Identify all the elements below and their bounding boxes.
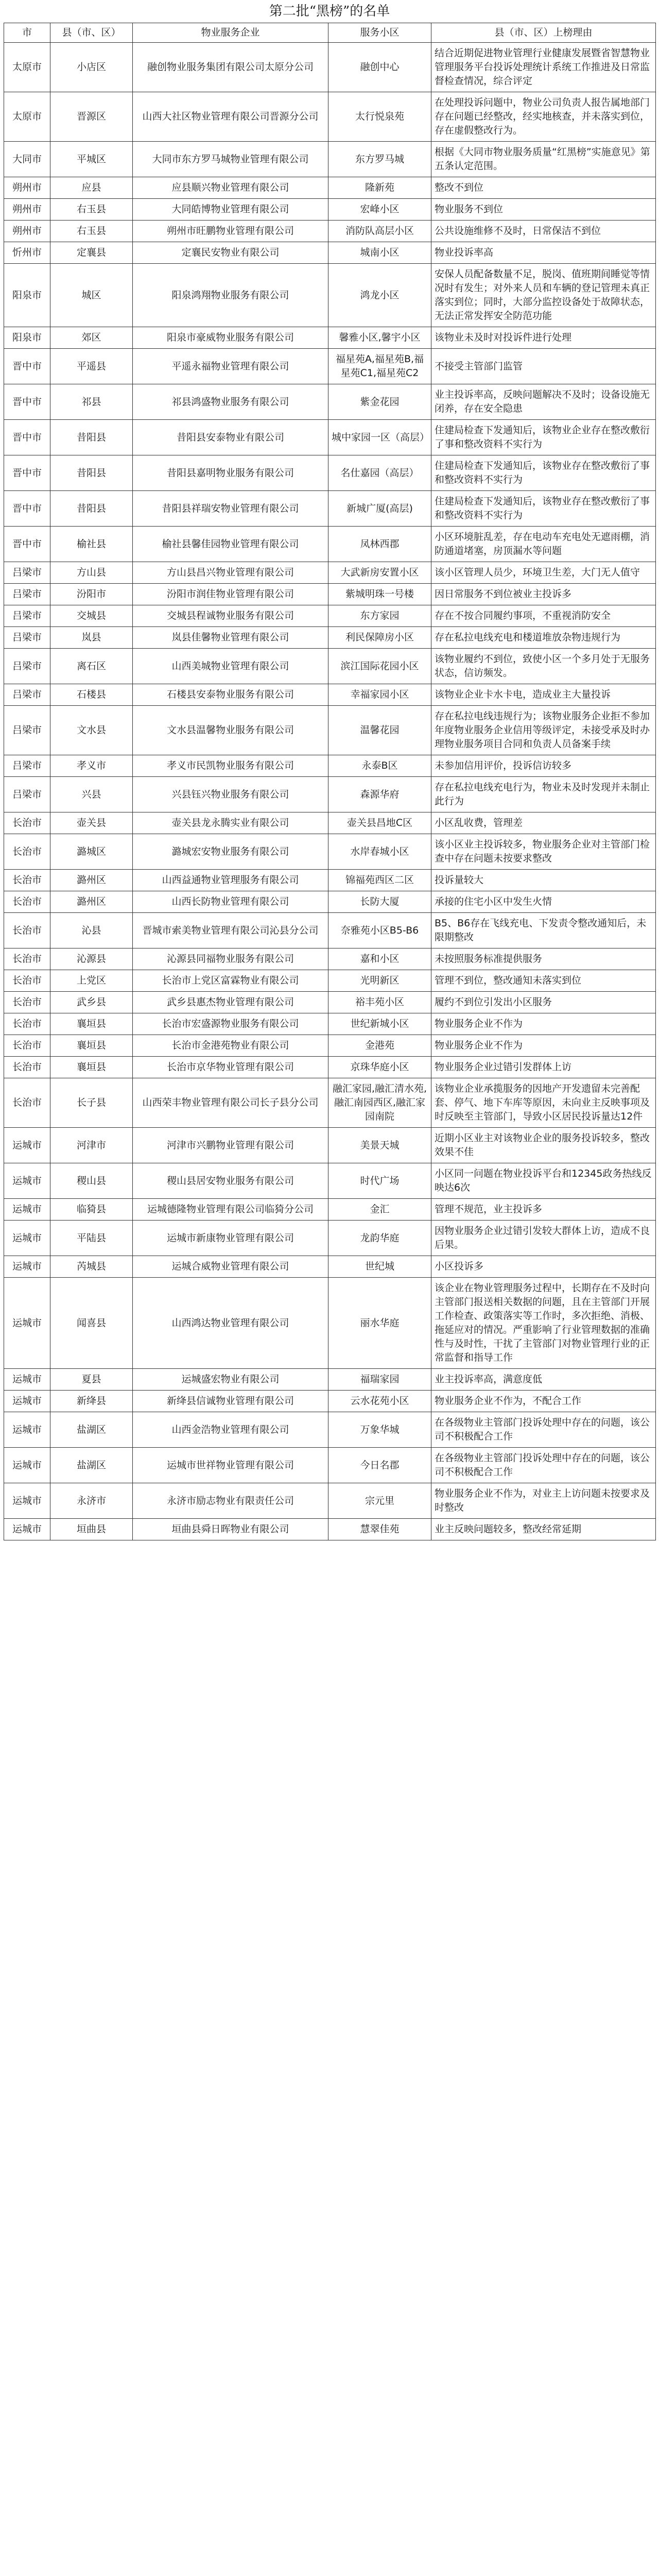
cell-county: 上党区 — [50, 970, 133, 992]
cell-company: 榆社县馨佳园物业管理有限公司 — [133, 527, 328, 562]
table-row — [4, 1519, 656, 1540]
cell-reason: 小区同一问题在物业投诉平台和12345政务热线反映达6次 — [431, 1163, 656, 1199]
cell-company: 晋城市索美物业管理有限公司沁县分公司 — [133, 913, 328, 948]
table-row — [4, 1369, 656, 1391]
cell-county: 石楼县 — [50, 684, 133, 706]
cell-city: 长治市 — [4, 891, 50, 913]
cell-company: 新绛县信诚物业管理有限公司 — [133, 1391, 328, 1412]
cell-city: 太原市 — [4, 43, 50, 92]
cell-company: 昔阳县嘉明物业服务有限公司 — [133, 455, 328, 491]
cell-county: 榆社县 — [50, 527, 133, 562]
table-row — [4, 1163, 656, 1199]
cell-company: 运城市世祥物业管理有限公司 — [133, 1448, 328, 1483]
cell-county: 平遥县 — [50, 349, 133, 384]
cell-company: 文水县温馨物业服务有限公司 — [133, 706, 328, 755]
cell-city: 太原市 — [4, 92, 50, 142]
cell-community: 慧翠佳苑 — [328, 1519, 431, 1540]
cell-reason: 未参加信用评价，投诉信访较多 — [431, 755, 656, 777]
cell-community: 馨雅小区,馨宇小区 — [328, 327, 431, 349]
cell-company: 壶关县龙永腾实业有限公司 — [133, 812, 328, 834]
cell-community: 紫金花园 — [328, 384, 431, 420]
cell-reason: 物业服务企业不作为 — [431, 1035, 656, 1057]
cell-company: 孝义市民凯物业服务有限公司 — [133, 755, 328, 777]
cell-county: 潞州区 — [50, 891, 133, 913]
cell-county: 永济市 — [50, 1483, 133, 1519]
cell-city: 长治市 — [4, 913, 50, 948]
cell-reason: 近期小区业主对该物业企业的服务投诉较多，整改效果不佳 — [431, 1128, 656, 1163]
cell-reason: 存在私拉电线充电和楼道堆放杂物违规行为 — [431, 627, 656, 649]
cell-county: 交城县 — [50, 605, 133, 627]
cell-community: 裕丰苑小区 — [328, 992, 431, 1013]
cell-city: 运城市 — [4, 1483, 50, 1519]
cell-reason: 因日常服务不到位被业主投诉多 — [431, 584, 656, 605]
cell-company: 武乡县惠杰物业管理有限公司 — [133, 992, 328, 1013]
cell-reason: 不接受主管部门监管 — [431, 349, 656, 384]
table-row — [4, 1078, 656, 1128]
cell-community: 金港苑 — [328, 1035, 431, 1057]
cell-county: 昔阳县 — [50, 420, 133, 455]
cell-company: 阳泉鸿翔物业服务有限公司 — [133, 264, 328, 327]
cell-community: 长防大厦 — [328, 891, 431, 913]
cell-community: 东方家园 — [328, 605, 431, 627]
table-row — [4, 177, 656, 199]
cell-city: 运城市 — [4, 1391, 50, 1412]
cell-community: 嘉和小区 — [328, 948, 431, 970]
cell-reason: 住建局检查下发通知后，该物业存在整改敷衍了事和整改资料不实行为 — [431, 491, 656, 527]
cell-city: 大同市 — [4, 142, 50, 177]
cell-county: 平陆县 — [50, 1221, 133, 1256]
cell-reason: 业主反映问题较多，整改经常延期 — [431, 1519, 656, 1540]
table-row — [4, 1221, 656, 1256]
cell-city: 运城市 — [4, 1519, 50, 1540]
cell-county: 临猗县 — [50, 1199, 133, 1221]
cell-company: 长治市上党区富霖物业有限公司 — [133, 970, 328, 992]
cell-community: 太行悦泉苑 — [328, 92, 431, 142]
table-row — [4, 1278, 656, 1369]
cell-company: 运城市新康物业管理有限公司 — [133, 1221, 328, 1256]
cell-city: 晋中市 — [4, 420, 50, 455]
cell-community: 壶关县昌地C区 — [328, 812, 431, 834]
cell-company: 山西大社区物业管理有限公司晋源分公司 — [133, 92, 328, 142]
cell-county: 郊区 — [50, 327, 133, 349]
table-body — [4, 43, 656, 1540]
cell-company: 运城合威物业管理有限公司 — [133, 1256, 328, 1278]
cell-county: 襄垣县 — [50, 1057, 133, 1078]
table-row — [4, 777, 656, 812]
cell-county: 祁县 — [50, 384, 133, 420]
cell-city: 吕梁市 — [4, 684, 50, 706]
cell-reason: 该企业在物业管理服务过程中，长期存在不及时向主管部门报送相关数据的问题，且在主管部门开展工作检查、政策落实等工作时，多次拒绝、消极、拖延应对的情况。严重影响了行业管理数据的准确性与及时性，干扰了主管部门对物业管理行业的正常监督和指导工作 — [431, 1278, 656, 1369]
table-row — [4, 1256, 656, 1278]
cell-company: 长治市京华物业管理有限公司 — [133, 1057, 328, 1078]
cell-reason: 管理不到位，整改通知未落实到位 — [431, 970, 656, 992]
cell-community: 福星苑A,福星苑B,福星苑C1,福星苑C2 — [328, 349, 431, 384]
cell-city: 长治市 — [4, 948, 50, 970]
cell-city: 长治市 — [4, 1013, 50, 1035]
cell-city: 运城市 — [4, 1369, 50, 1391]
cell-company: 稷山县居安物业服务有限公司 — [133, 1163, 328, 1199]
cell-county: 孝义市 — [50, 755, 133, 777]
cell-community: 大武新房安置小区 — [328, 562, 431, 584]
cell-company: 方山县昌兴物业管理有限公司 — [133, 562, 328, 584]
cell-reason: 在各级物业主管部门投诉处理中存在的问题，该公司不积极配合工作 — [431, 1412, 656, 1448]
cell-city: 长治市 — [4, 834, 50, 870]
table-row — [4, 199, 656, 221]
cell-county: 小店区 — [50, 43, 133, 92]
cell-county: 沁源县 — [50, 948, 133, 970]
cell-community: 京珠华庭小区 — [328, 1057, 431, 1078]
cell-city: 吕梁市 — [4, 777, 50, 812]
page-title: 第二批“黑榜”的名单 — [269, 4, 390, 19]
cell-community: 水岸春城小区 — [328, 834, 431, 870]
cell-city: 晋中市 — [4, 349, 50, 384]
cell-city: 长治市 — [4, 970, 50, 992]
cell-company: 兴县钰兴物业服务有限公司 — [133, 777, 328, 812]
cell-community: 锦福苑西区二区 — [328, 870, 431, 891]
cell-reason: 业主投诉率高，反映问题解决不及时；设备设施无闭养，存在安全隐患 — [431, 384, 656, 420]
cell-reason: 小区环境脏乱差，存在电动车充电处无遮雨棚，消防通道堵塞，房顶漏水等问题 — [431, 527, 656, 562]
cell-company: 定襄民安物业有限公司 — [133, 242, 328, 264]
cell-city: 运城市 — [4, 1448, 50, 1483]
cell-city: 吕梁市 — [4, 605, 50, 627]
table-row — [4, 948, 656, 970]
table-row — [4, 891, 656, 913]
blacklist-table — [4, 23, 656, 1540]
cell-company: 昔阳县安泰物业有限公司 — [133, 420, 328, 455]
table-row — [4, 562, 656, 584]
cell-company: 岚县佳馨物业管理有限公司 — [133, 627, 328, 649]
cell-city: 阳泉市 — [4, 327, 50, 349]
cell-company: 长治市宏盛源物业服务有限公司 — [133, 1013, 328, 1035]
cell-community: 云水花苑小区 — [328, 1391, 431, 1412]
cell-reason: 在各级物业主管部门投诉处理中存在的问题，该公司不积极配合工作 — [431, 1448, 656, 1483]
cell-community: 金汇 — [328, 1199, 431, 1221]
cell-company: 沁源县同福物业服务有限公司 — [133, 948, 328, 970]
cell-community: 今日名郡 — [328, 1448, 431, 1483]
cell-company: 山西鸿达物业管理有限公司 — [133, 1278, 328, 1369]
table-row — [4, 1057, 656, 1078]
table-row — [4, 1199, 656, 1221]
cell-reason: 整改不到位 — [431, 177, 656, 199]
cell-city: 朔州市 — [4, 199, 50, 221]
cell-company: 大同市东方罗马城物业管理有限公司 — [133, 142, 328, 177]
cell-company: 运城盛宏物业有限公司 — [133, 1369, 328, 1391]
table-row — [4, 812, 656, 834]
cell-company: 垣曲县舜日晖物业有限公司 — [133, 1519, 328, 1540]
header-company: 物业服务企业 — [133, 23, 328, 43]
cell-city: 晋中市 — [4, 384, 50, 420]
cell-community: 隆新苑 — [328, 177, 431, 199]
cell-reason: 存在私拉电线违规行为；该物业服务企业拒不参加年度物业服务企业信用等级评定，未接受承及时办理物业服务项目合同和负责人员备案手续 — [431, 706, 656, 755]
cell-community: 永泰B区 — [328, 755, 431, 777]
cell-city: 朔州市 — [4, 177, 50, 199]
cell-company: 河津市兴鹏物业管理有限公司 — [133, 1128, 328, 1163]
cell-county: 平城区 — [50, 142, 133, 177]
cell-community: 凤林西郡 — [328, 527, 431, 562]
cell-company: 应县顺兴物业管理有限公司 — [133, 177, 328, 199]
cell-county: 汾阳市 — [50, 584, 133, 605]
cell-city: 长治市 — [4, 1078, 50, 1128]
cell-community: 世纪城 — [328, 1256, 431, 1278]
cell-reason: 在处理投诉问题中，物业公司负责人报告属地部门存在问题已经整改，经实地核查，并未落实到位，存在虚假整改行为。 — [431, 92, 656, 142]
cell-reason: 存在不按合同履约事项，不重视消防安全 — [431, 605, 656, 627]
cell-county: 晋源区 — [50, 92, 133, 142]
cell-county: 夏县 — [50, 1369, 133, 1391]
cell-city: 晋中市 — [4, 527, 50, 562]
cell-city: 吕梁市 — [4, 706, 50, 755]
table-row — [4, 870, 656, 891]
cell-city: 运城市 — [4, 1221, 50, 1256]
table-row — [4, 92, 656, 142]
cell-city: 运城市 — [4, 1412, 50, 1448]
cell-city: 运城市 — [4, 1199, 50, 1221]
cell-community: 东方罗马城 — [328, 142, 431, 177]
cell-community: 万象华城 — [328, 1412, 431, 1448]
cell-company: 山西美城物业管理有限公司 — [133, 649, 328, 684]
cell-county: 定襄县 — [50, 242, 133, 264]
table-row — [4, 420, 656, 455]
cell-reason: 该物业履约不到位，致使小区一个多月处于无服务状态，信访频发。 — [431, 649, 656, 684]
table-row — [4, 992, 656, 1013]
cell-city: 长治市 — [4, 1035, 50, 1057]
cell-company: 山西益通物业管理服务有限公司 — [133, 870, 328, 891]
cell-county: 襄垣县 — [50, 1035, 133, 1057]
header-county: 县（市、区） — [50, 23, 133, 43]
cell-community: 消防队高层小区 — [328, 221, 431, 242]
cell-county: 城区 — [50, 264, 133, 327]
table-row — [4, 527, 656, 562]
cell-reason: 存在私拉电线充电行为，物业未及时发现并未制止此行为 — [431, 777, 656, 812]
table-row — [4, 264, 656, 327]
cell-company: 山西长防物业管理有限公司 — [133, 891, 328, 913]
cell-community: 幸福家园小区 — [328, 684, 431, 706]
cell-county: 盐湖区 — [50, 1448, 133, 1483]
cell-company: 融创物业服务集团有限公司太原分公司 — [133, 43, 328, 92]
cell-community: 鸿龙小区 — [328, 264, 431, 327]
header-city: 市 — [4, 23, 50, 43]
cell-community: 奈雅苑小区B5-B6 — [328, 913, 431, 948]
cell-community: 宏峰小区 — [328, 199, 431, 221]
table-row — [4, 327, 656, 349]
cell-city: 吕梁市 — [4, 755, 50, 777]
cell-city: 长治市 — [4, 992, 50, 1013]
table-header-row — [4, 23, 656, 43]
cell-county: 河津市 — [50, 1128, 133, 1163]
table-row — [4, 43, 656, 92]
cell-community: 森源华府 — [328, 777, 431, 812]
cell-reason: 物业投诉率高 — [431, 242, 656, 264]
table-row — [4, 684, 656, 706]
cell-community: 城南小区 — [328, 242, 431, 264]
cell-reason: 小区投诉多 — [431, 1256, 656, 1278]
cell-company: 潞城宏安物业服务有限公司 — [133, 834, 328, 870]
cell-community: 丽水华庭 — [328, 1278, 431, 1369]
cell-reason: 公共设施维修不及时，日常保洁不到位 — [431, 221, 656, 242]
cell-community: 美景天城 — [328, 1128, 431, 1163]
cell-county: 兴县 — [50, 777, 133, 812]
cell-city: 长治市 — [4, 812, 50, 834]
cell-city: 忻州市 — [4, 242, 50, 264]
cell-reason: 住建局检查下发通知后，该物业存在整改敷衍了事和整改资料不实行为 — [431, 455, 656, 491]
table-row — [4, 913, 656, 948]
cell-reason: 管理不规范，业主投诉多 — [431, 1199, 656, 1221]
cell-community: 光明新区 — [328, 970, 431, 992]
cell-company: 阳泉市豪威物业服务有限公司 — [133, 327, 328, 349]
cell-city: 运城市 — [4, 1256, 50, 1278]
header-reason: 县（市、区）上榜理由 — [431, 23, 656, 43]
cell-community: 福瑞家园 — [328, 1369, 431, 1391]
cell-city: 吕梁市 — [4, 649, 50, 684]
table-row — [4, 584, 656, 605]
cell-county: 岚县 — [50, 627, 133, 649]
table-row — [4, 649, 656, 684]
cell-county: 潞城区 — [50, 834, 133, 870]
cell-company: 永济市励志物业有限责任公司 — [133, 1483, 328, 1519]
cell-county: 垣曲县 — [50, 1519, 133, 1540]
cell-company: 石楼县安泰物业服务有限公司 — [133, 684, 328, 706]
cell-city: 晋中市 — [4, 455, 50, 491]
cell-community: 滨江国际花园小区 — [328, 649, 431, 684]
cell-county: 右玉县 — [50, 199, 133, 221]
cell-county: 昔阳县 — [50, 491, 133, 527]
cell-county: 稷山县 — [50, 1163, 133, 1199]
cell-reason: 物业服务企业不作为，对业主上访问题未按要求及时整改 — [431, 1483, 656, 1519]
cell-county: 盐湖区 — [50, 1412, 133, 1448]
cell-county: 应县 — [50, 177, 133, 199]
table-row — [4, 455, 656, 491]
cell-city: 吕梁市 — [4, 627, 50, 649]
cell-county: 离石区 — [50, 649, 133, 684]
cell-county: 方山县 — [50, 562, 133, 584]
cell-reason: 结合近期促进物业管理行业健康发展暨省智慧物业管理服务平台投诉处理统计系统工作推进及日常监督检查情况，综合评定 — [431, 43, 656, 92]
cell-company: 昔阳县祥瑞安物业管理有限公司 — [133, 491, 328, 527]
cell-city: 阳泉市 — [4, 264, 50, 327]
cell-reason: 物业服务不到位 — [431, 199, 656, 221]
table-row — [4, 627, 656, 649]
cell-county: 芮城县 — [50, 1256, 133, 1278]
cell-county: 襄垣县 — [50, 1013, 133, 1035]
cell-reason: 根据《大同市物业服务质量“红黑榜”实施意见》第五条认定范围。 — [431, 142, 656, 177]
cell-company: 交城县程诚物业服务有限公司 — [133, 605, 328, 627]
table-row — [4, 1128, 656, 1163]
table-row — [4, 1448, 656, 1483]
table-row — [4, 1391, 656, 1412]
cell-city: 朔州市 — [4, 221, 50, 242]
cell-community: 温馨花园 — [328, 706, 431, 755]
cell-county: 武乡县 — [50, 992, 133, 1013]
cell-county: 闻喜县 — [50, 1278, 133, 1369]
cell-reason: 物业服务企业过错引发群体上访 — [431, 1057, 656, 1078]
table-row — [4, 349, 656, 384]
cell-county: 潞州区 — [50, 870, 133, 891]
cell-company: 山西荣丰物业管理有限公司长子县分公司 — [133, 1078, 328, 1128]
cell-reason: 投诉量较大 — [431, 870, 656, 891]
table-row — [4, 491, 656, 527]
cell-city: 吕梁市 — [4, 584, 50, 605]
table-row — [4, 970, 656, 992]
cell-reason: 因物业服务企业过错引发较大群体上访，造成不良后果。 — [431, 1221, 656, 1256]
cell-reason: 业主投诉率高，满意度低 — [431, 1369, 656, 1391]
cell-county: 文水县 — [50, 706, 133, 755]
cell-reason: 物业服务企业不作为，不配合工作 — [431, 1391, 656, 1412]
cell-reason: 安保人员配备数量不足，脱岗、值班期间睡觉等情况时有发生；对外来人员和车辆的登记管理未真正落实到位；同时，大部分监控设备处于故障状态，无法正常发挥安全防范功能 — [431, 264, 656, 327]
cell-county: 昔阳县 — [50, 455, 133, 491]
cell-community: 利民保障房小区 — [328, 627, 431, 649]
cell-city: 长治市 — [4, 870, 50, 891]
header-community: 服务小区 — [328, 23, 431, 43]
cell-community: 龙韵华庭 — [328, 1221, 431, 1256]
cell-company: 平遥永福物业管理有限公司 — [133, 349, 328, 384]
cell-company: 朔州市旺鹏物业管理有限公司 — [133, 221, 328, 242]
cell-company: 运城德隆物业管理有限公司临猗分公司 — [133, 1199, 328, 1221]
cell-reason: 承接的住宅小区中发生火情 — [431, 891, 656, 913]
cell-city: 吕梁市 — [4, 562, 50, 584]
cell-city: 运城市 — [4, 1278, 50, 1369]
cell-community: 紫城明珠一号楼 — [328, 584, 431, 605]
cell-reason: 该物业企业承揽服务的因地产开发遗留未完善配套、停气、地下车库等原因，未向业主反映事项及时反映至主管部门，导致小区居民投诉量达12件 — [431, 1078, 656, 1128]
cell-company: 山西金浩物业管理有限公司 — [133, 1412, 328, 1448]
cell-community: 世纪新城小区 — [328, 1013, 431, 1035]
cell-community: 宗元里 — [328, 1483, 431, 1519]
cell-community: 融创中心 — [328, 43, 431, 92]
table-row — [4, 142, 656, 177]
table-row — [4, 706, 656, 755]
cell-county: 沁县 — [50, 913, 133, 948]
cell-reason: 该物业未及时对投诉件进行处理 — [431, 327, 656, 349]
cell-county: 右玉县 — [50, 221, 133, 242]
cell-community: 城中家园一区（高层） — [328, 420, 431, 455]
cell-company: 汾阳市润佳物业管理有限公司 — [133, 584, 328, 605]
table-row — [4, 834, 656, 870]
table-row — [4, 221, 656, 242]
cell-reason: 履约不到位引发出小区服务 — [431, 992, 656, 1013]
cell-county: 壶关县 — [50, 812, 133, 834]
cell-city: 运城市 — [4, 1128, 50, 1163]
table-row — [4, 1412, 656, 1448]
cell-community: 时代广场 — [328, 1163, 431, 1199]
table-row — [4, 384, 656, 420]
cell-company: 大同皓博物业管理有限公司 — [133, 199, 328, 221]
cell-city: 长治市 — [4, 1057, 50, 1078]
cell-county: 新绛县 — [50, 1391, 133, 1412]
cell-reason: 未按照服务标准提供服务 — [431, 948, 656, 970]
cell-reason: 住建局检查下发通知后，该物业企业存在整改敷衍了事和整改资料不实行为 — [431, 420, 656, 455]
cell-reason: 该物业企业卡水卡电，造成业主大量投诉 — [431, 684, 656, 706]
cell-company: 长治市金港苑物业有限公司 — [133, 1035, 328, 1057]
table-row — [4, 1013, 656, 1035]
table-row — [4, 242, 656, 264]
cell-community: 融汇家园,融汇清水苑,融汇南园西区,融汇家园南院 — [328, 1078, 431, 1128]
table-row — [4, 755, 656, 777]
cell-city: 晋中市 — [4, 491, 50, 527]
cell-reason: 该小区业主投诉较多，物业服务企业对主管部门检查中存在问题未按要求整改 — [431, 834, 656, 870]
cell-county: 长子县 — [50, 1078, 133, 1128]
table-row — [4, 1035, 656, 1057]
cell-reason: 物业服务企业不作为 — [431, 1013, 656, 1035]
cell-reason: B5、B6存在飞线充电、下发责令整改通知后，未限期整改 — [431, 913, 656, 948]
cell-community: 名仕嘉园（高层） — [328, 455, 431, 491]
cell-reason: 小区乱收费，管理差 — [431, 812, 656, 834]
table-row — [4, 1483, 656, 1519]
cell-company: 祁县鸿盛物业服务有限公司 — [133, 384, 328, 420]
table-row — [4, 605, 656, 627]
cell-reason: 该小区管理人员少，环境卫生差，大门无人值守 — [431, 562, 656, 584]
cell-city: 运城市 — [4, 1163, 50, 1199]
cell-community: 新城广厦(高层) — [328, 491, 431, 527]
